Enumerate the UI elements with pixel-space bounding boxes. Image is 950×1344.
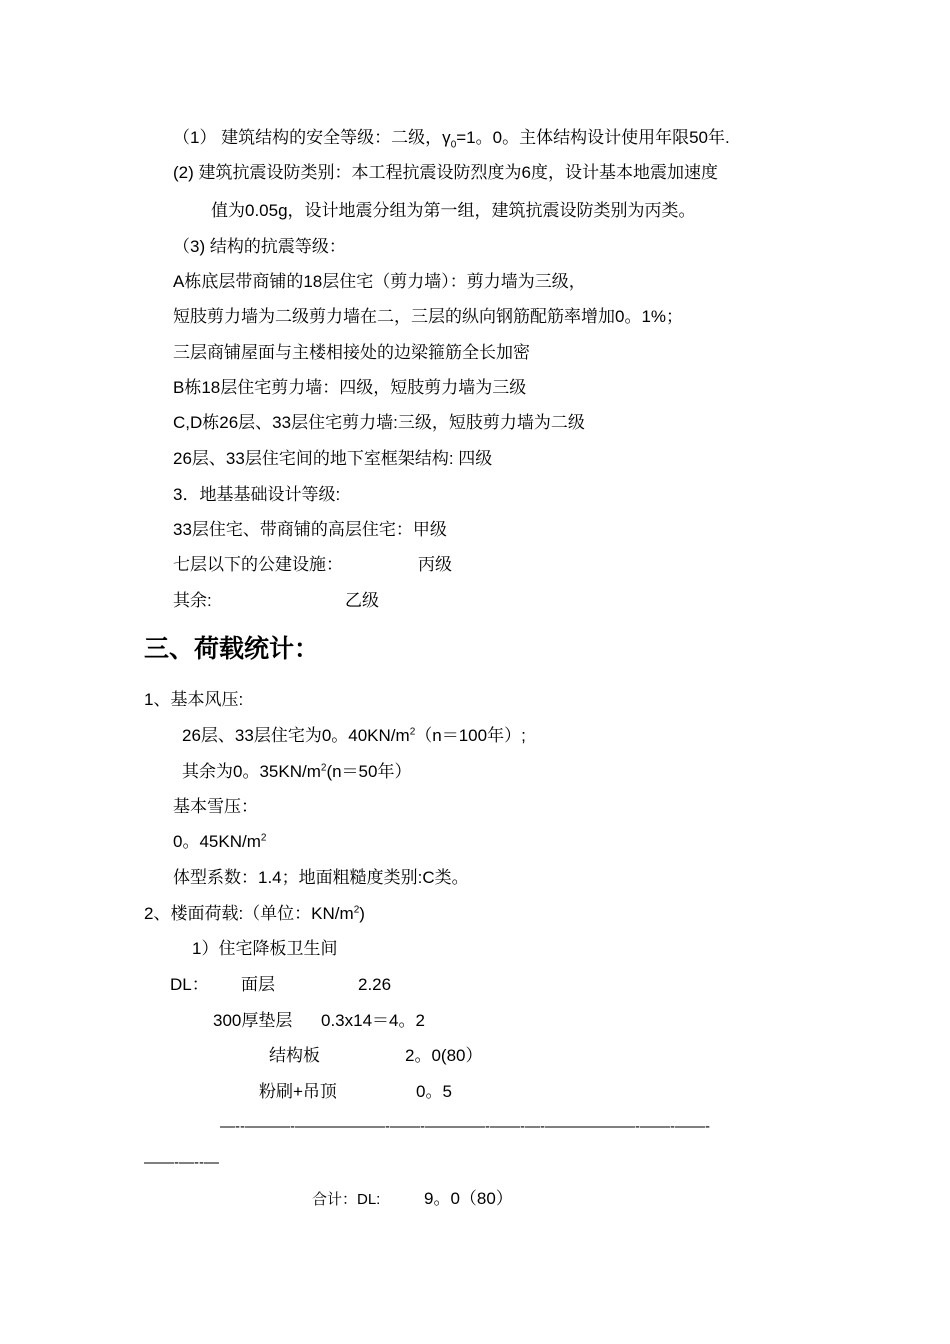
roof-beam-line: 三层商铺屋面与主楼相接处的边梁箍筋全长加密: [173, 343, 530, 362]
snow-pressure-value: [173, 830, 266, 854]
structural-slab-label: 结构板: [269, 1046, 320, 1065]
superscript: 2: [353, 904, 360, 916]
others-grade: 乙级: [345, 591, 379, 610]
cushion-layer-label: 300厚垫层: [213, 1011, 293, 1030]
public-facility-grade: 丙级: [418, 555, 452, 574]
basement-frame-line: 26层、33层住宅间的地下室框架结构: 四级: [173, 449, 493, 468]
building-b-line: B栋18层住宅剪力墙：四级，短肢剪力墙为三级: [173, 378, 527, 397]
snow-pressure-heading: 基本雪压：: [173, 797, 258, 816]
building-a-line: A栋底层带商铺的18层住宅（剪力墙）：剪力墙为三级，: [173, 272, 586, 291]
superscript: 2: [409, 726, 416, 738]
floor-load-heading: [144, 902, 365, 926]
building-cd-line: C,D栋26层、33层住宅剪力墙:三级，短肢剪力墙为二级: [173, 413, 585, 432]
dashed-rule: —--———-——————-——-————-——-—-——————-——-——-: [220, 1118, 710, 1135]
surface-layer-value: 2.26: [358, 975, 392, 994]
text: 26层、33层住宅为0。40KN/m: [182, 726, 410, 745]
total-value: 9。0（80）: [424, 1189, 513, 1208]
structural-slab-value: 2。0(80）: [405, 1046, 483, 1065]
superscript: 2: [320, 762, 327, 774]
text: 0。45KN/m: [173, 832, 261, 851]
surface-layer-label: 面层: [241, 975, 275, 994]
text: 其余为0。35KN/m: [182, 762, 321, 781]
safety-grade-line: [173, 126, 730, 150]
cushion-layer-value: 0.3x14＝4。2: [321, 1011, 425, 1030]
short-wall-line: 短肢剪力墙为二级剪力墙在二，三层的纵向钢筋配筋率增加0。1%；: [173, 307, 684, 326]
section-heading: 三、荷载统计：: [144, 635, 320, 663]
dl-label: DL：: [170, 975, 209, 994]
seismic-grade-heading: （3) 结构的抗震等级：: [173, 237, 346, 256]
text: =1。0。主体结构设计使用年限50年.: [456, 128, 730, 147]
wind-pressure-line-2: [182, 760, 411, 784]
wind-pressure-heading: 1、基本风压:: [144, 690, 244, 709]
ceiling-value: 0。5: [416, 1082, 452, 1101]
ceiling-label: 粉刷+吊顶: [259, 1082, 337, 1101]
text: (n＝50年）: [326, 762, 412, 781]
bathroom-heading: 1）住宅降板卫生间: [192, 939, 338, 958]
foundation-grade-heading: 3．地基基础设计等级:: [173, 485, 341, 504]
total-label: 合计：DL:: [312, 1191, 381, 1208]
dashed-rule-continuation: ——-—--—: [144, 1154, 219, 1171]
shape-coefficient-line: 体型系数：1.4；地面粗糙度类别:C类。: [173, 868, 469, 887]
seismic-category-line-2: 值为0.05g，设计地震分组为第一组，建筑抗震设防类别为丙类。: [211, 201, 696, 220]
seismic-category-line: (2) 建筑抗震设防类别：本工程抗震设防烈度为6度，设计基本地震加速度: [173, 163, 718, 182]
text: 2、楼面荷载:（单位：KN/m: [144, 904, 354, 923]
text: ): [359, 904, 365, 923]
wind-pressure-line-1: [182, 724, 526, 748]
subscript: 0: [450, 139, 457, 151]
public-facility-label: 七层以下的公建设施：: [173, 555, 343, 574]
others-label: 其余:: [173, 591, 212, 610]
text: （n＝100年）;: [415, 726, 526, 745]
superscript: 2: [260, 832, 267, 844]
grade-a-line: 33层住宅、带商铺的高层住宅：甲级: [173, 520, 447, 539]
text: （1） 建筑结构的安全等级：二级，γ: [173, 128, 451, 147]
